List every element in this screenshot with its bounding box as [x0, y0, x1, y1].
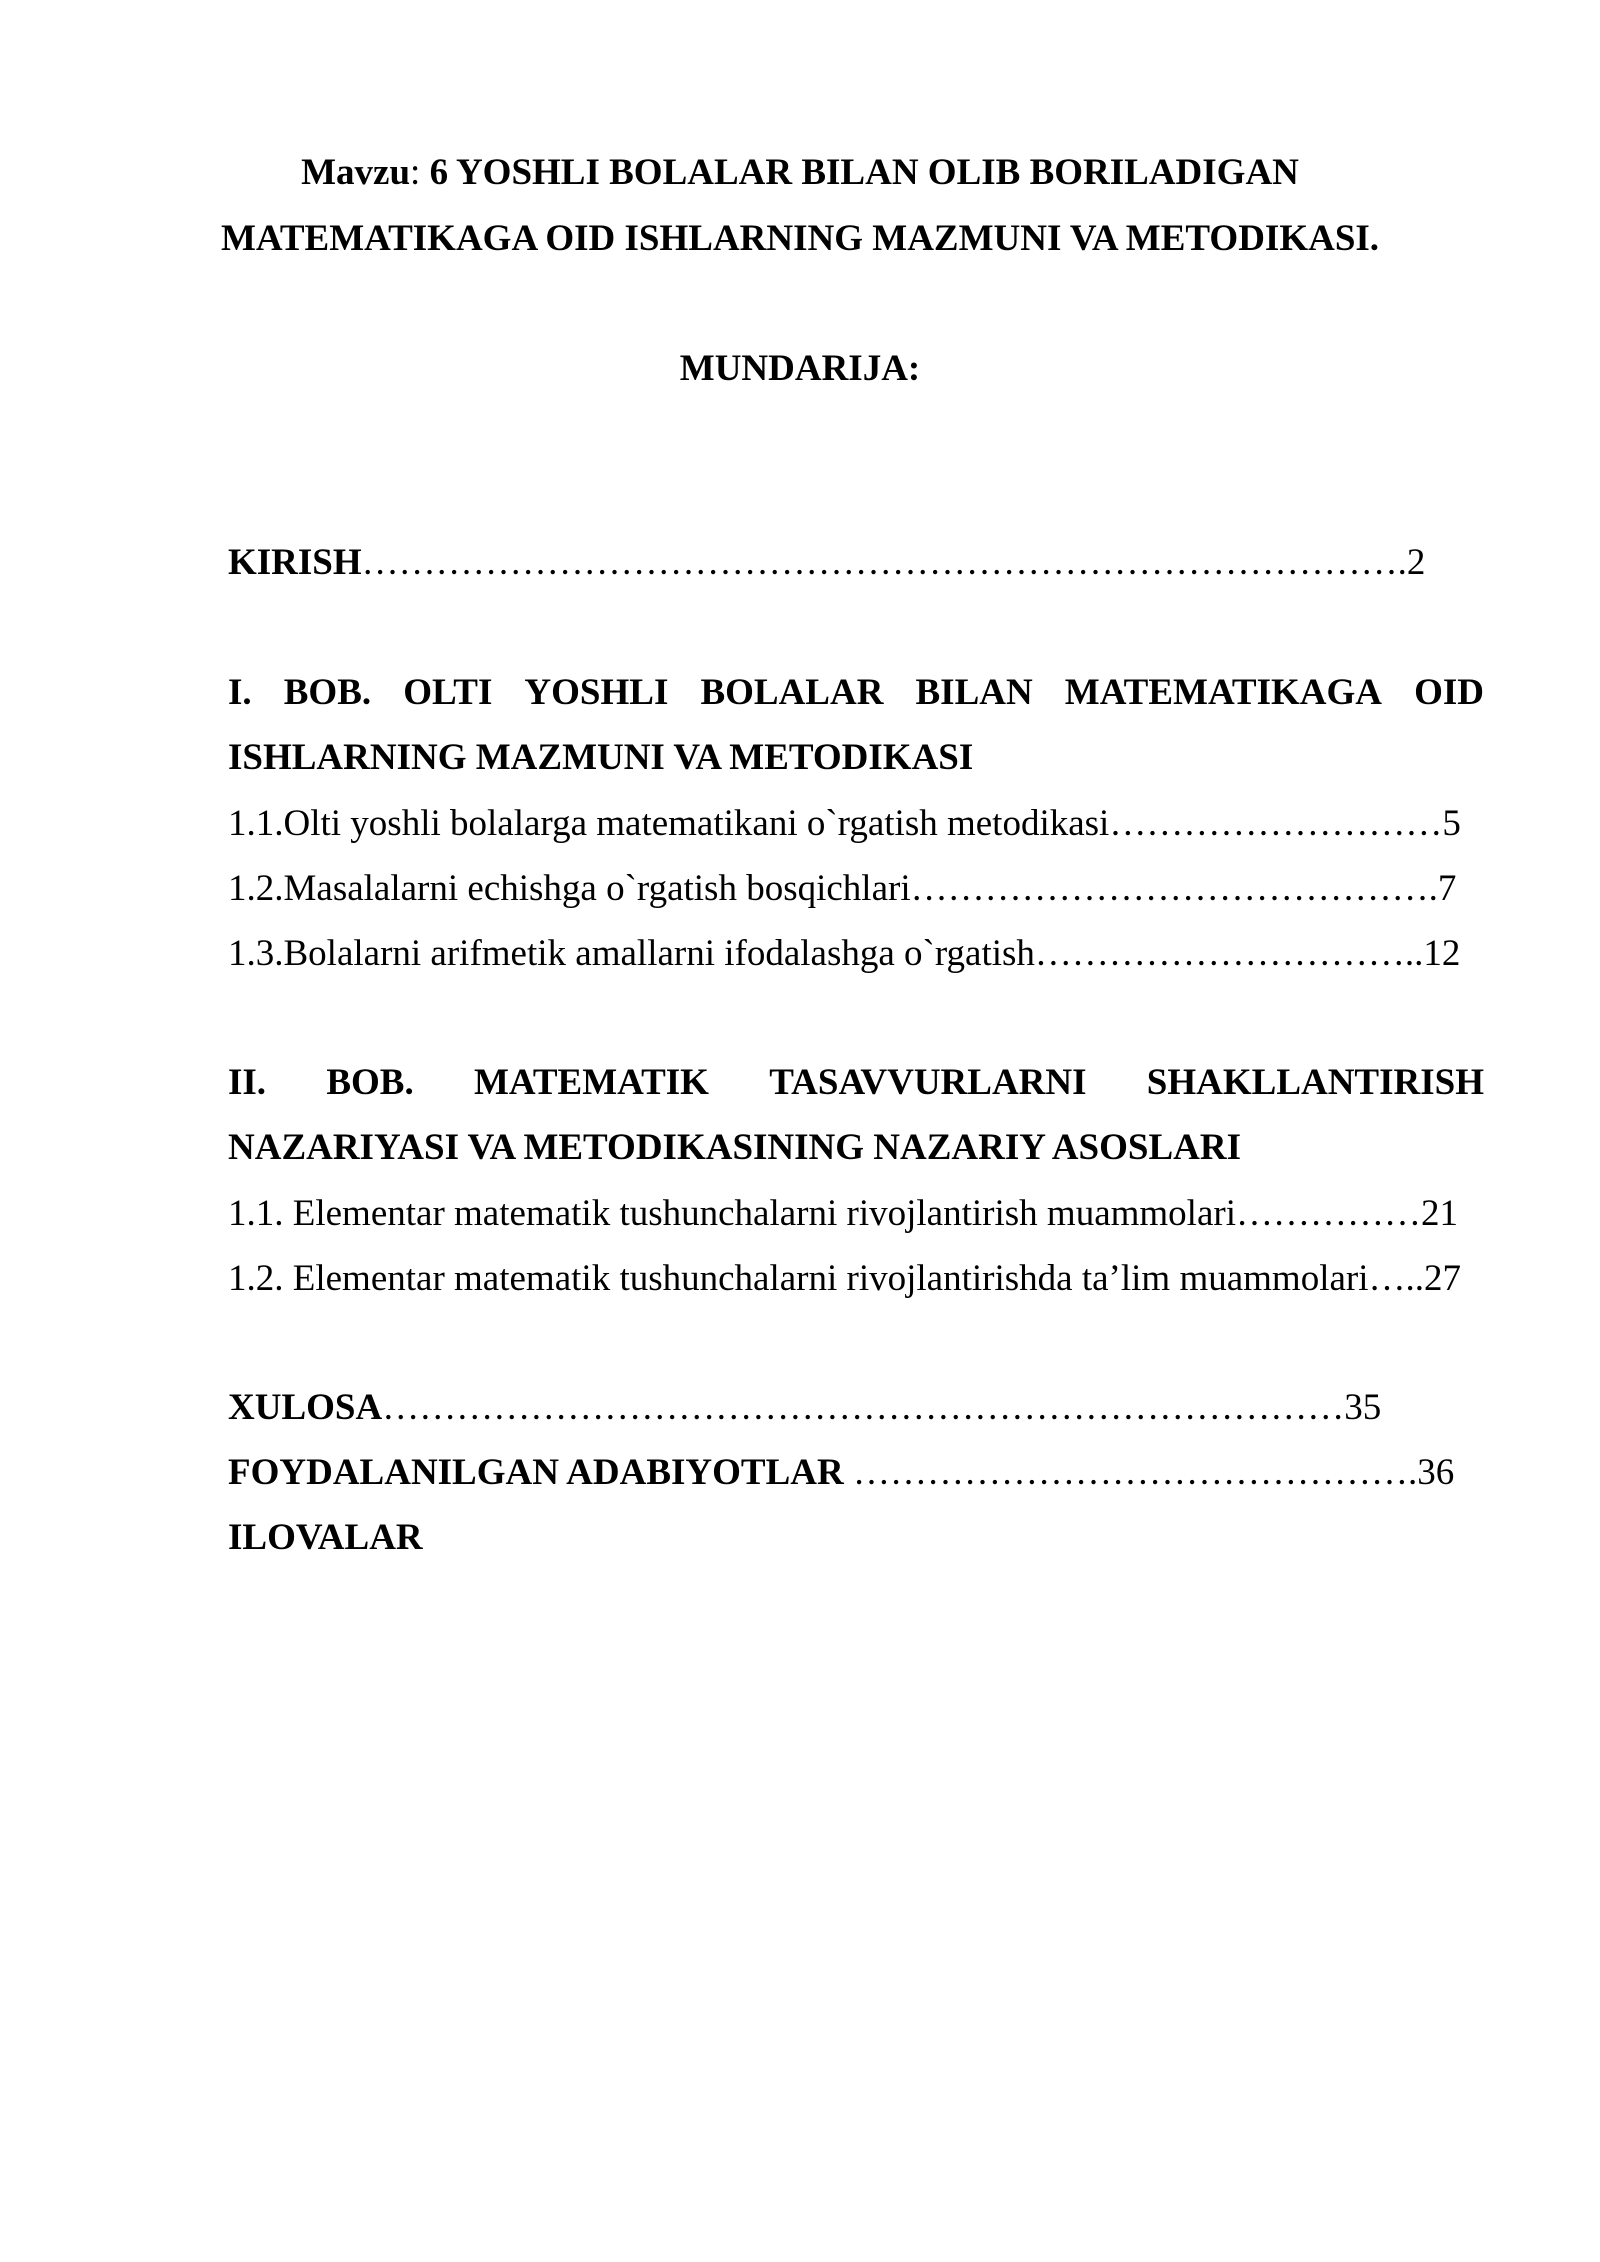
toc-entry-adabiyotlar[interactable]	[228, 1450, 1484, 1496]
toc-chapter1-heading-line-1[interactable]	[228, 670, 1484, 716]
topic-colon: :	[410, 152, 430, 193]
chapter2-word: BOB.	[326, 1062, 414, 1103]
toc-chapter2-item-1[interactable]: 1.1. Elementar matematik tushunchalarni rivojlantirish muammolari……………21	[228, 1193, 1458, 1234]
toc-kirish-page: 2	[1406, 542, 1426, 583]
chapter2-word: II.	[228, 1062, 267, 1103]
chapter1-word: OLTI	[403, 672, 493, 713]
toc-chapter2-item-2[interactable]: 1.2. Elementar matematik tushunchalarni rivojlantirishda ta’lim muammolari…..27	[228, 1258, 1462, 1299]
contents-heading: MUNDARIJA:	[679, 348, 921, 389]
toc-entry-ilovalar[interactable]: ILOVALAR	[228, 1517, 423, 1558]
topic-title-line-2: MATEMATIKAGA OID ISHLARNING MAZMUNI VA METODIKASI.	[220, 218, 1380, 259]
chapter1-word: BOLALAR	[700, 672, 884, 713]
toc-chapter2-heading-line-2[interactable]: NAZARIYASI VA METODIKASINING NAZARIY ASOSLARI	[228, 1127, 1241, 1168]
toc-entry-kirish[interactable]	[228, 540, 1484, 586]
toc-xulosa-leader: ……………………………………………………………………	[382, 1387, 1345, 1428]
toc-chapter2-heading-line-1[interactable]	[228, 1060, 1484, 1106]
chapter1-word: BOB.	[283, 672, 372, 713]
chapter1-word: OID	[1414, 672, 1484, 713]
toc-entry-xulosa[interactable]	[228, 1385, 1484, 1431]
toc-chapter1-heading-line-2[interactable]: ISHLARNING MAZMUNI VA METODIKASI	[228, 737, 974, 778]
toc-chapter1-item-2[interactable]: 1.2.Masalalarni echishga o`rgatish bosqichlari…………………………………….7	[228, 868, 1457, 909]
topic-prefix: Mavzu	[301, 152, 411, 193]
toc-adabiyotlar-leader: ……………………………………….	[843, 1452, 1418, 1493]
toc-adabiyotlar-page: 36	[1417, 1452, 1455, 1493]
chapter1-word: MATEMATIKAGA	[1064, 672, 1383, 713]
topic-title-line-1	[0, 150, 1600, 196]
toc-kirish-label: KIRISH	[228, 542, 362, 583]
toc-kirish-leader: ………………………………………………………………………….	[361, 542, 1407, 583]
toc-xulosa-label: XULOSA	[228, 1387, 383, 1428]
chapter1-word: I.	[228, 672, 252, 713]
chapter2-word: SHAKLLANTIRISH	[1146, 1062, 1484, 1103]
topic-title-text-1: 6 YOSHLI BOLALAR BILAN OLIB BORILADIGAN	[429, 152, 1299, 193]
toc-chapter1-item-1[interactable]: 1.1.Olti yoshli bolalarga matematikani o`rgatish metodikasi………………………5	[228, 803, 1461, 844]
chapter2-word: TASAVVURLARNI	[769, 1062, 1087, 1103]
toc-chapter1-item-3[interactable]: 1.3.Bolalarni arifmetik amallarni ifodalashga o`rgatish…………………………..12	[228, 933, 1461, 974]
toc-adabiyotlar-label: FOYDALANILGAN ADABIYOTLAR	[228, 1452, 844, 1493]
chapter1-word: BILAN	[915, 672, 1033, 713]
chapter2-word: MATEMATIK	[473, 1062, 709, 1103]
toc-xulosa-page: 35	[1344, 1387, 1382, 1428]
chapter1-word: YOSHLI	[524, 672, 669, 713]
